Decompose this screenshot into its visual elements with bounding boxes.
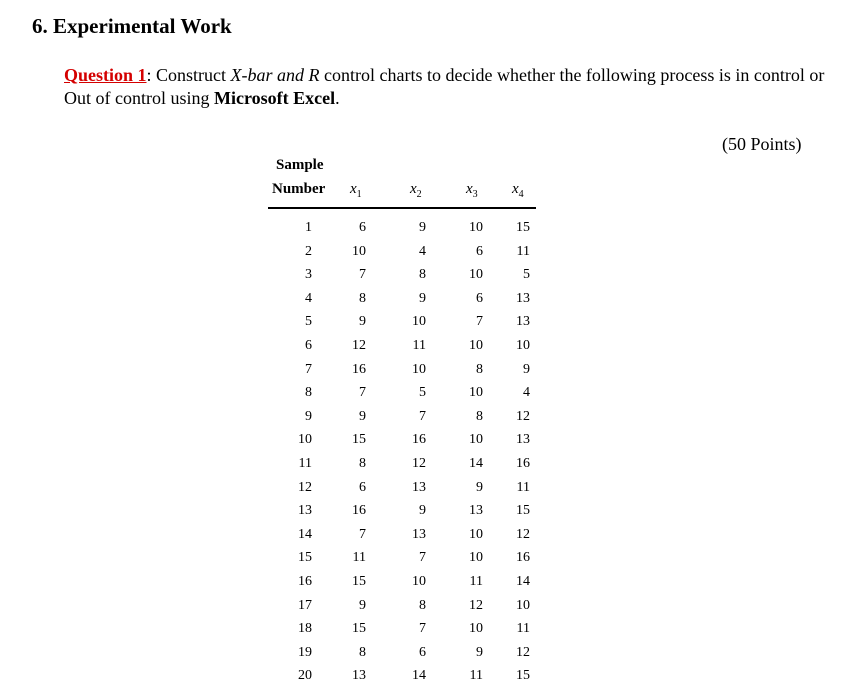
sample-number-cell: 9 [305,408,312,424]
header-x4-symbol: x [512,181,519,197]
table-row [268,452,536,476]
x4-cell: 16 [516,550,530,566]
x1-cell: 8 [359,455,366,471]
x2-cell: 9 [419,290,426,306]
x1-cell: 9 [359,314,366,330]
x4-cell: 12 [516,408,530,424]
x1-cell: 8 [359,644,366,660]
x3-cell: 10 [469,337,483,353]
sample-number-cell: 4 [305,290,312,306]
x2-cell: 9 [419,503,426,519]
sample-number-cell: 13 [298,503,312,519]
sample-number-cell: 1 [305,220,312,235]
x2-cell: 13 [412,479,426,495]
table-row [268,287,536,311]
x1-cell: 11 [352,550,366,566]
x2-cell: 4 [419,243,426,259]
header-x4-subscript: 4 [518,189,524,200]
sample-number-cell: 17 [298,597,312,613]
header-x2-symbol: x [410,181,417,197]
sample-number-cell: 14 [298,526,312,542]
x2-cell: 10 [412,314,426,330]
x1-cell: 16 [352,503,366,519]
table-row [268,546,536,570]
sample-number-cell: 6 [305,337,312,353]
sample-number-cell: 2 [305,243,312,259]
table-row [268,594,536,618]
table-row [268,664,536,688]
x3-cell: 14 [469,455,483,471]
x3-cell: 10 [469,526,483,542]
x4-cell: 15 [516,668,530,684]
software-name: Microsoft Excel [214,88,336,108]
x2-cell: 5 [419,385,426,401]
data-table [268,216,536,688]
x3-cell: 10 [469,432,483,448]
header-x2-subscript: 2 [416,189,422,200]
x4-cell: 11 [516,479,530,495]
question-text-part2: control charts to decide whether the following process is in control or Out of control using [64,65,825,108]
x3-cell: 7 [476,314,483,330]
header-x3-subscript: 3 [472,189,478,200]
x2-cell: 11 [412,337,426,353]
table-row [268,476,536,500]
x3-cell: 11 [469,573,483,589]
table-row [268,334,536,358]
x2-cell: 9 [419,220,426,235]
x1-cell: 9 [359,408,366,424]
x3-cell: 10 [469,267,483,283]
x2-cell: 7 [419,408,426,424]
x3-cell: 6 [476,290,483,306]
x3-cell: 9 [476,644,483,660]
table-row [268,381,536,405]
x1-cell: 15 [352,621,366,637]
x3-cell: 12 [469,597,483,613]
x2-cell: 6 [419,644,426,660]
table-row [268,617,536,641]
x1-cell: 13 [352,668,366,684]
x3-cell: 9 [476,479,483,495]
header-x3 [466,181,478,200]
header-sample: Sample [276,157,324,173]
sample-number-cell: 8 [305,385,312,401]
x1-cell: 7 [359,267,366,283]
x4-cell: 4 [523,385,530,401]
x1-cell: 10 [352,243,366,259]
header-rule [268,207,536,209]
x2-cell: 13 [412,526,426,542]
x1-cell: 15 [352,432,366,448]
x1-cell: 6 [359,220,366,235]
table-row [268,499,536,523]
header-x3-symbol: x [466,181,473,197]
x4-cell: 13 [516,432,530,448]
x2-cell: 14 [412,668,426,684]
x1-cell: 16 [352,361,366,377]
x3-cell: 10 [469,550,483,566]
section-heading: 6. Experimental Work [32,14,232,38]
x4-cell: 9 [523,361,530,377]
sample-number-cell: 10 [298,432,312,448]
sample-number-cell: 15 [298,550,312,566]
x2-cell: 8 [419,597,426,613]
sample-number-cell: 12 [298,479,312,495]
table-row [268,310,536,334]
sample-number-cell: 20 [298,668,312,684]
x4-cell: 10 [516,337,530,353]
x1-cell: 7 [359,526,366,542]
table-row [268,263,536,287]
points-label: (50 Points) [722,134,802,154]
header-x1-symbol: x [350,181,357,197]
x3-cell: 13 [469,503,483,519]
x4-cell: 11 [516,243,530,259]
sample-number-cell: 11 [298,455,312,471]
table-row [268,405,536,429]
x2-cell: 10 [412,361,426,377]
x1-cell: 7 [359,385,366,401]
x3-cell: 11 [469,668,483,684]
x3-cell: 10 [469,385,483,401]
question-text [64,64,834,110]
x3-cell: 10 [469,621,483,637]
x3-cell: 10 [469,220,483,235]
header-number: Number [272,181,326,197]
chart-type-text: X-bar and R [230,65,320,85]
x2-cell: 12 [412,455,426,471]
sample-number-cell: 3 [305,267,312,283]
x4-cell: 11 [516,621,530,637]
x4-cell: 12 [516,644,530,660]
table-row [268,428,536,452]
x1-cell: 12 [352,337,366,353]
table-row [268,570,536,594]
sample-number-cell: 5 [305,314,312,330]
header-x1-subscript: 1 [356,189,362,200]
x3-cell: 8 [476,408,483,424]
sample-number-cell: 16 [298,573,312,589]
sample-number-cell: 19 [298,644,312,660]
x4-cell: 13 [516,314,530,330]
x2-cell: 7 [419,550,426,566]
table-row [268,240,536,264]
header-x4 [512,181,524,200]
x4-cell: 15 [516,220,530,235]
x4-cell: 16 [516,455,530,471]
x4-cell: 15 [516,503,530,519]
table-row [268,523,536,547]
x3-cell: 8 [476,361,483,377]
x2-cell: 16 [412,432,426,448]
x4-cell: 5 [523,267,530,283]
question-label: Question 1 [64,65,147,85]
x4-cell: 14 [516,573,530,589]
x2-cell: 8 [419,267,426,283]
table-header [268,156,536,208]
table-row [268,641,536,665]
x1-cell: 8 [359,290,366,306]
question-period: . [335,88,340,108]
x4-cell: 12 [516,526,530,542]
question-text-part1: Construct [151,65,231,85]
header-x2 [410,181,422,200]
header-x1 [350,181,362,200]
x1-cell: 9 [359,597,366,613]
x1-cell: 6 [359,479,366,495]
table-row [268,216,536,240]
x2-cell: 10 [412,573,426,589]
question-colon: : [146,65,152,85]
x1-cell: 15 [352,573,366,589]
x4-cell: 10 [516,597,530,613]
table-row [268,358,536,382]
x2-cell: 7 [419,621,426,637]
sample-number-cell: 7 [305,361,312,377]
sample-number-cell: 18 [298,621,312,637]
x4-cell: 13 [516,290,530,306]
x3-cell: 6 [476,243,483,259]
